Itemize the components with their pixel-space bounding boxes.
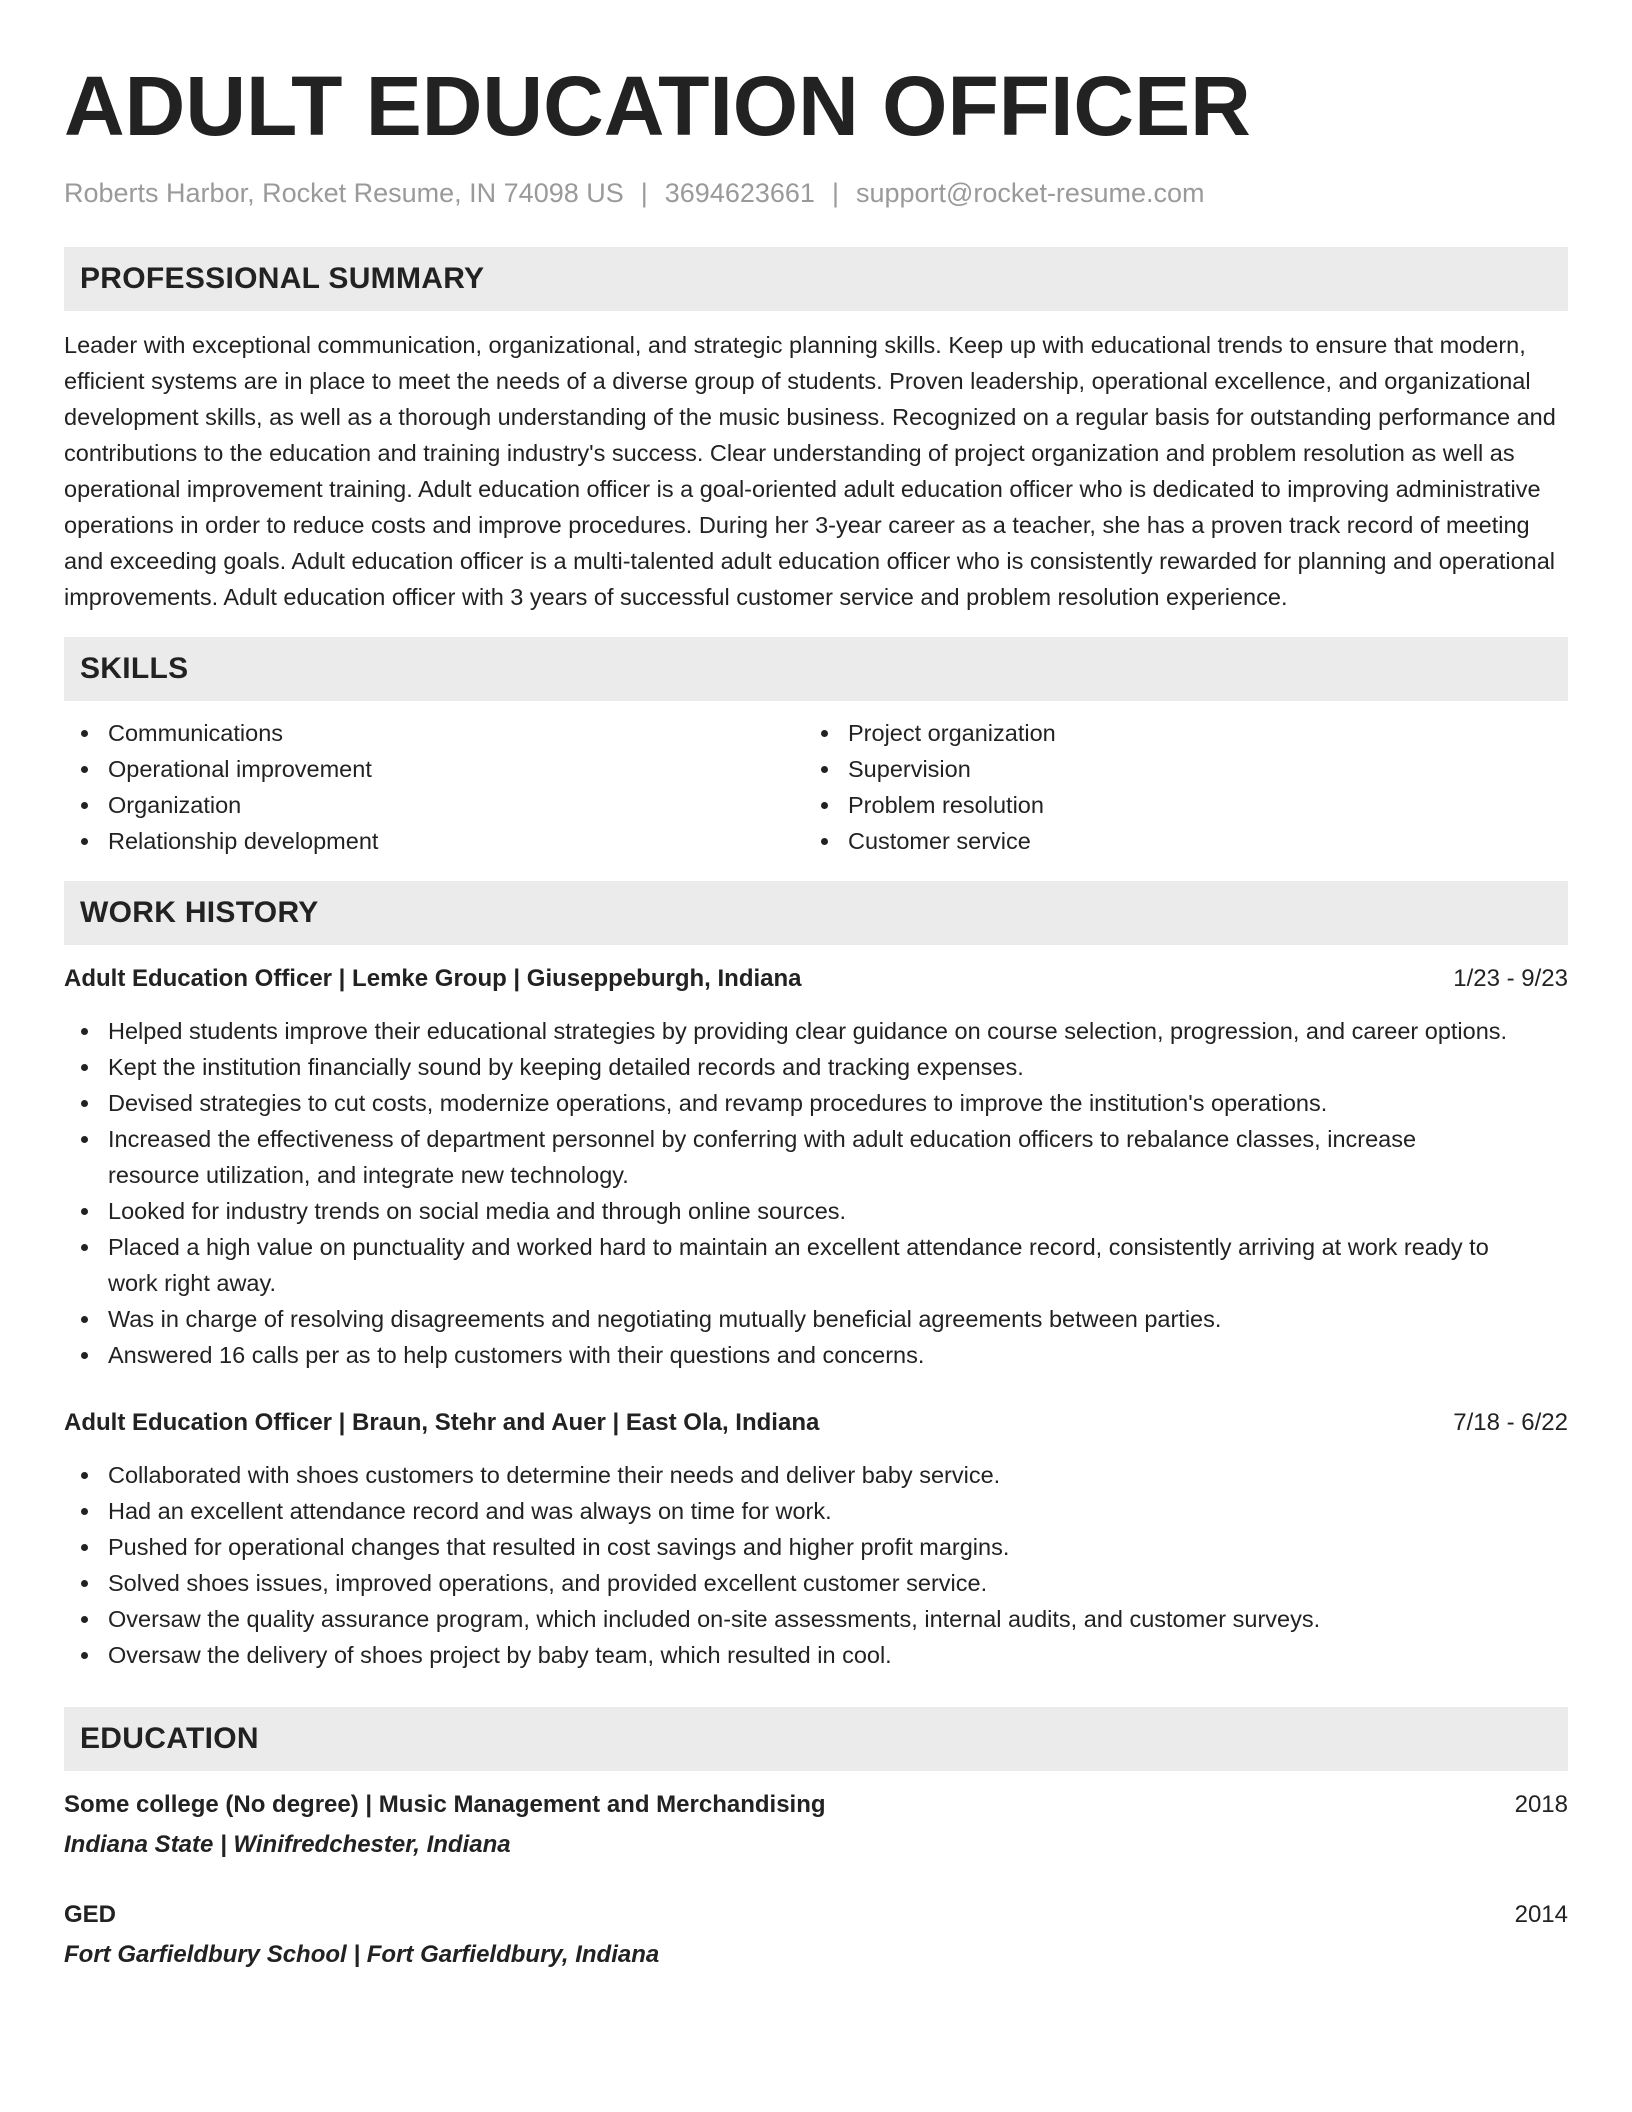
job-heading: Adult Education Officer | Lemke Group | Giuseppeburgh, Indiana	[64, 965, 802, 992]
education-year: 2014	[1514, 1901, 1568, 1928]
skills-list	[64, 715, 1568, 859]
job-bullet: Increased the effectiveness of department personnel by conferring with adult education officers to rebalance classes, increase resource utilization, and integrate new technology.	[64, 1121, 1514, 1193]
job-bullet: Helped students improve their educational strategies by providing clear guidance on course selection, progression, and career options.	[64, 1013, 1514, 1049]
skill-item: Customer service	[804, 823, 1544, 859]
skill-item: Relationship development	[64, 823, 804, 859]
education-heading-row	[64, 1787, 1568, 1823]
education-degree: Some college (No degree) | Music Management and Merchandising	[64, 1791, 826, 1818]
skills-section-header: SKILLS	[64, 637, 1568, 701]
job-heading-row	[64, 961, 1568, 997]
job-bullet: Had an excellent attendance record and was always on time for work.	[64, 1493, 1514, 1529]
job-entry	[64, 1405, 1568, 1673]
skills-column-right	[804, 715, 1544, 859]
job-bullet: Collaborated with shoes customers to determine their needs and deliver baby service.	[64, 1457, 1514, 1493]
skills-column-left	[64, 715, 804, 859]
skill-item: Supervision	[804, 751, 1544, 787]
education-section-header: EDUCATION	[64, 1707, 1568, 1771]
education-degree: GED	[64, 1901, 117, 1928]
education-heading-row	[64, 1897, 1568, 1933]
contact-line	[64, 176, 1568, 210]
contact-address: Roberts Harbor, Rocket Resume, IN 74098 US	[64, 178, 624, 208]
job-bullet: Placed a high value on punctuality and worked hard to maintain an excellent attendance record, consistently arriving at work ready to work right away.	[64, 1229, 1514, 1301]
job-bullet: Kept the institution financially sound by keeping detailed records and tracking expenses.	[64, 1049, 1514, 1085]
education-entry	[64, 1897, 1568, 1973]
skill-item: Organization	[64, 787, 804, 823]
job-dates: 7/18 - 6/22	[1453, 1409, 1568, 1436]
job-bullets	[64, 1457, 1568, 1673]
education-entry	[64, 1787, 1568, 1863]
contact-separator: |	[831, 178, 839, 208]
skill-item: Project organization	[804, 715, 1544, 751]
job-bullet: Oversaw the delivery of shoes project by baby team, which resulted in cool.	[64, 1637, 1514, 1673]
job-bullets	[64, 1013, 1568, 1373]
candidate-title: ADULT EDUCATION OFFICER	[64, 59, 1251, 153]
education-school: Fort Garfieldbury School | Fort Garfieldbury, Indiana	[64, 1941, 660, 1968]
summary-section-header: PROFESSIONAL SUMMARY	[64, 247, 1568, 311]
job-heading: Adult Education Officer | Braun, Stehr and Auer | East Ola, Indiana	[64, 1409, 820, 1436]
job-bullet: Looked for industry trends on social media and through online sources.	[64, 1193, 1514, 1229]
job-bullet: Was in charge of resolving disagreements and negotiating mutually beneficial agreements between parties.	[64, 1301, 1514, 1337]
job-bullet: Answered 16 calls per as to help customers with their questions and concerns.	[64, 1337, 1514, 1373]
contact-phone: 3694623661	[664, 178, 815, 208]
job-bullet: Solved shoes issues, improved operations, and provided excellent customer service.	[64, 1565, 1514, 1601]
contact-separator: |	[640, 178, 648, 208]
job-dates: 1/23 - 9/23	[1453, 965, 1568, 992]
job-entry	[64, 961, 1568, 1373]
job-bullet: Pushed for operational changes that resulted in cost savings and higher profit margins.	[64, 1529, 1514, 1565]
skill-item: Operational improvement	[64, 751, 804, 787]
work-history-section-header: WORK HISTORY	[64, 881, 1568, 945]
job-heading-row	[64, 1405, 1568, 1441]
summary-text: Leader with exceptional communication, organizational, and strategic planning skills. Keep up with educational trends to ensure that modern, efficient systems are in place to meet the needs of a diverse group of students. Proven leadership, operational excellence, and organizational development skills, as well as a thorough understanding of the music business. Recognized on a regular basis for outstanding performance and contributions to the education and training industry's success. Clear understanding of project organization and problem resolution as well as operational improvement training. Adult education officer is a goal-oriented adult education officer who is dedicated to improving administrative operations in order to reduce costs and improve procedures. During her 3-year career as a teacher, she has a proven track record of meeting and exceeding goals. Adult education officer is a multi-talented adult education officer who is consistently rewarded for planning and operational improvements. Adult education officer with 3 years of successful customer service and problem resolution experience.	[64, 332, 1556, 610]
job-bullet: Devised strategies to cut costs, modernize operations, and revamp procedures to improve the institution's operations.	[64, 1085, 1514, 1121]
education-year: 2018	[1514, 1791, 1568, 1818]
job-bullet: Oversaw the quality assurance program, which included on-site assessments, internal audits, and customer surveys.	[64, 1601, 1514, 1637]
education-school: Indiana State | Winifredchester, Indiana	[64, 1831, 511, 1858]
skill-item: Communications	[64, 715, 804, 751]
contact-email: support@rocket-resume.com	[855, 178, 1205, 208]
skill-item: Problem resolution	[804, 787, 1544, 823]
